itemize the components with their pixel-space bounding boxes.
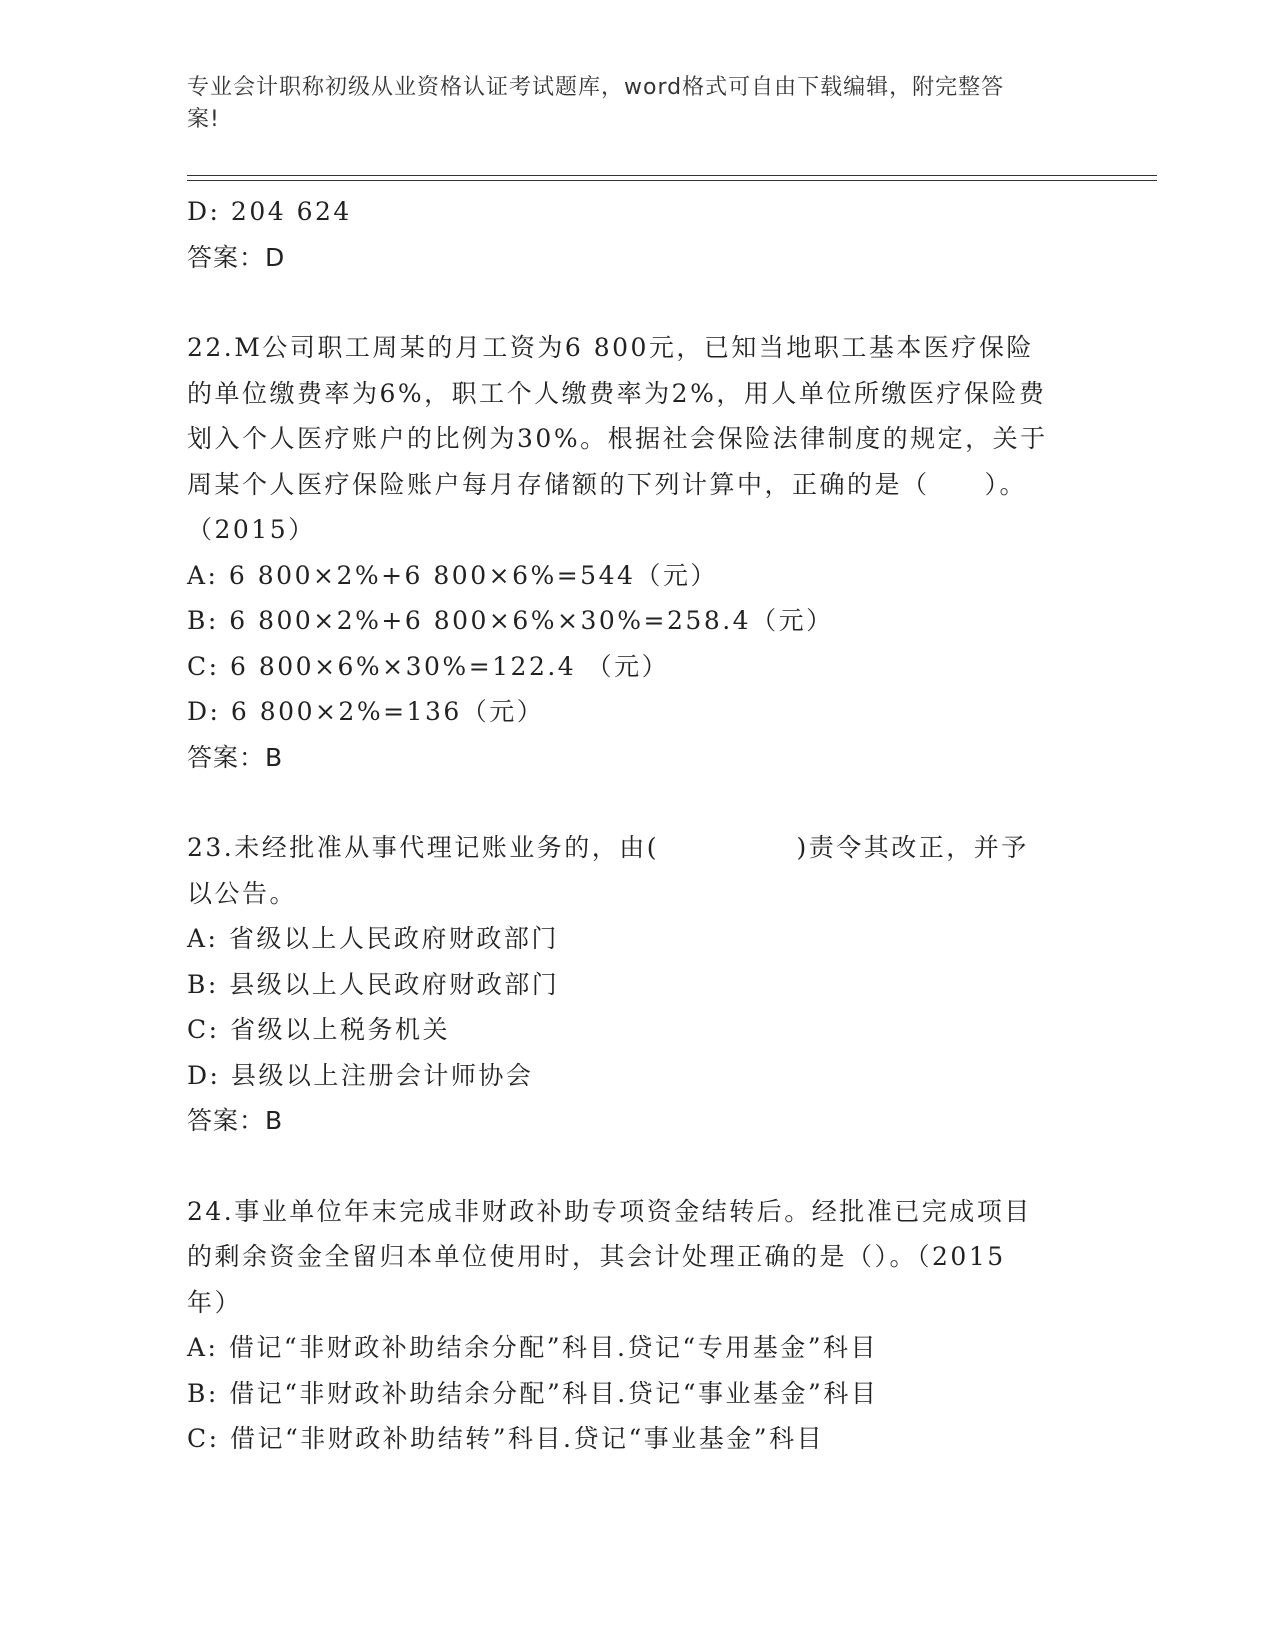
question-line: A: 借记“非财政补助结余分配”科目.贷记“专用基金”科目 [187, 1333, 878, 1362]
question-line: 的剩余资金全留归本单位使用时，其会计处理正确的是（）。（2015 [187, 1242, 1006, 1271]
question-line: 的单位缴费率为6%，职工个人缴费率为2%，用人单位所缴医疗保险费 [187, 378, 1047, 408]
question-line: C: 省级以上税务机关 [187, 1015, 450, 1044]
question-block [187, 825, 1087, 1144]
question-content [187, 189, 1087, 1462]
question-line: 周某个人医疗保险账户每月存储额的下列计算中，正确的是（ ）。 [187, 469, 1028, 499]
question-line: （2015） [187, 515, 316, 544]
header-divider-bottom [187, 180, 1157, 181]
question-line: 23.未经批准从事代理记账业务的，由( )责令其改正，并予 [187, 833, 1029, 862]
answer-line: 答案：B [187, 1106, 284, 1135]
question-line: 22.M公司职工周某的月工资为6 800元，已知当地职工基本医疗保险 [187, 333, 1034, 362]
question-line: B: 6 800×2%+6 800×6%×30%=258.4（元） [187, 606, 834, 635]
question-line: B: 县级以上人民政府财政部门 [187, 969, 560, 999]
header-line-1: 专业会计职称初级从业资格认证考试题库，word格式可自由下载编辑，附完整答 [187, 75, 1005, 100]
question-line: C: 借记“非财政补助结转”科目.贷记“事业基金”科目 [187, 1424, 825, 1453]
question-line: B: 借记“非财政补助结余分配”科目.贷记“事业基金”科目 [187, 1378, 879, 1408]
question-block [187, 189, 1087, 280]
document-header [187, 72, 1067, 136]
question-line: A: 省级以上人民政府财政部门 [187, 924, 559, 953]
answer-line: 答案：B [187, 742, 284, 772]
question-line: D: 6 800×2%=136（元） [187, 697, 545, 726]
question-line: 24.事业单位年末完成非财政补助专项资金结转后。经批准已完成项目 [187, 1196, 1032, 1226]
question-line: D: 204 624 [187, 197, 352, 226]
question-block [187, 1189, 1087, 1462]
question-line: A: 6 800×2%+6 800×6%=544（元） [187, 560, 718, 590]
question-line: D: 县级以上注册会计师协会 [187, 1060, 534, 1090]
question-line: 年） [187, 1287, 243, 1317]
header-divider-top [187, 175, 1157, 176]
answer-line: 答案：D [187, 242, 286, 272]
header-line-2: 案! [187, 107, 220, 132]
question-line: C: 6 800×6%×30%=122.4 （元） [187, 651, 670, 681]
question-line: 以公告。 [187, 878, 298, 908]
question-line: 划入个人医疗账户的比例为30%。根据社会保险法律制度的规定，关于 [187, 424, 1048, 453]
question-block [187, 325, 1087, 780]
